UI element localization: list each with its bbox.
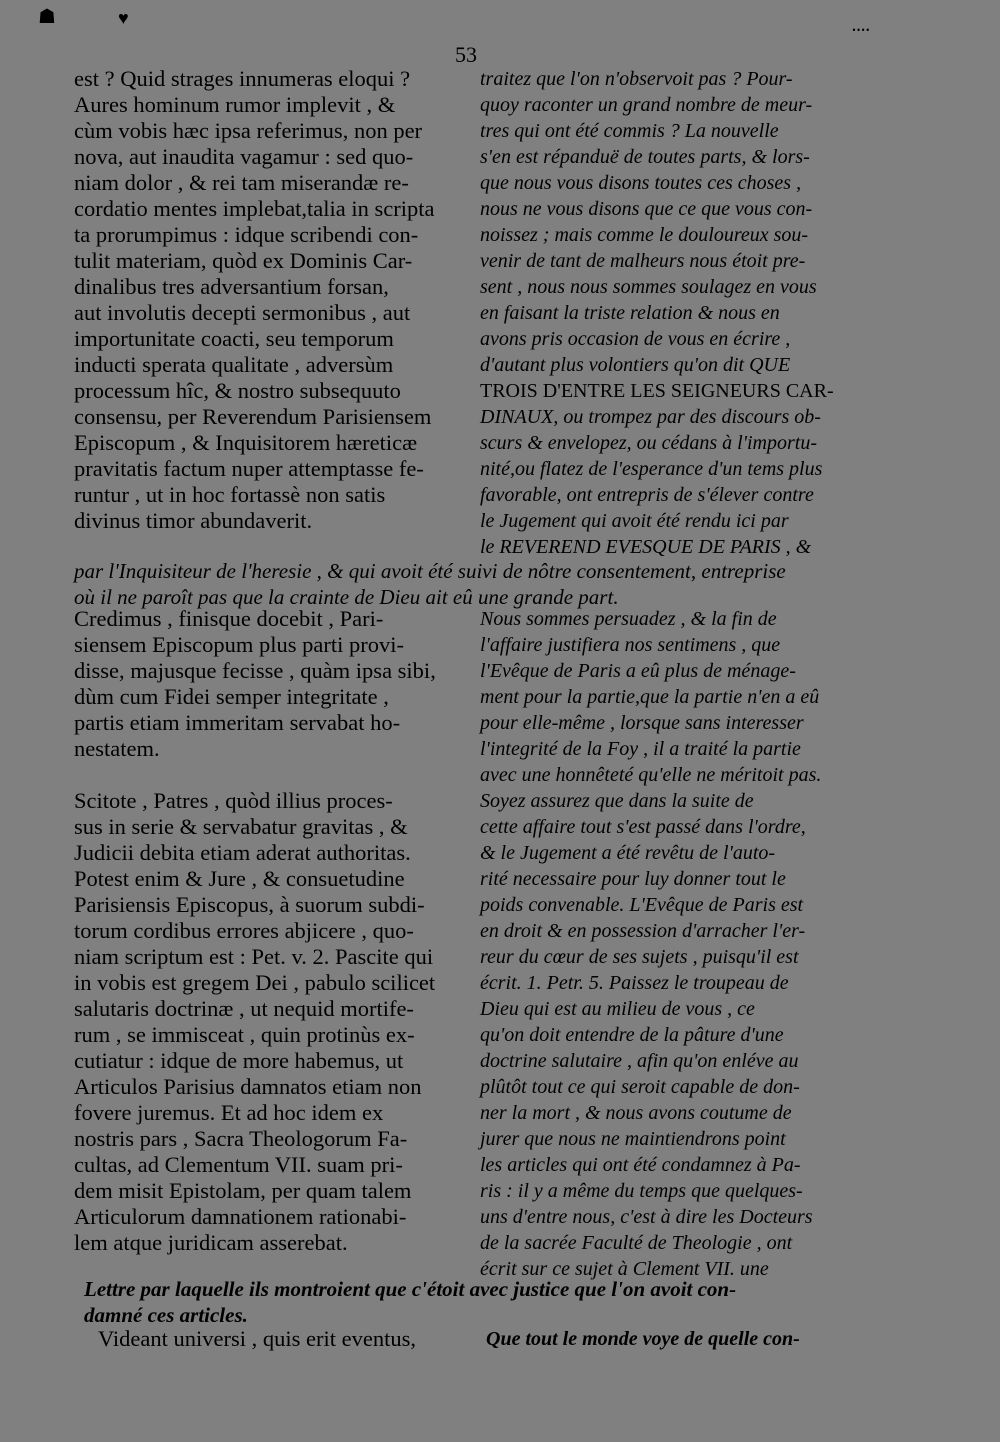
text-line: avons pris occasion de vous en écrire ,: [480, 328, 791, 350]
text-line: écrit sur ce sujet à Clement VII. une: [480, 1258, 769, 1280]
text-line: Articulorum damnationem rationabi-: [74, 1204, 407, 1229]
text-line: Dieu qui est au milieu de vous , ce: [480, 998, 755, 1020]
text-line: cordatio mentes implebat,talia in scripta: [74, 196, 435, 221]
text-line: dinalibus tres adversantium forsan,: [74, 274, 389, 299]
text-line: venir de tant de malheurs nous étoit pre-: [480, 250, 806, 272]
text-line: Parisiensis Episcopus, à suorum subdi-: [74, 892, 425, 917]
text-line: partis etiam immeritam servabat ho-: [74, 710, 401, 735]
latin-last-line: [98, 1326, 486, 1352]
text-line: ta prorumpimus : idque scribendi con-: [74, 222, 419, 247]
text-line: TROIS D'ENTRE LES SEIGNEURS CAR-: [480, 380, 834, 402]
french-last-line: [486, 1326, 870, 1352]
text-line: Nous sommes persuadez , & la fin de: [480, 608, 777, 630]
text-line: le REVEREND EVESQUE DE PARIS , &: [480, 536, 812, 558]
text-line: Credimus , finisque docebit , Pari-: [74, 606, 384, 631]
text-line: plûtôt tout ce qui seroit capable de don-: [480, 1076, 800, 1098]
text-line: l'Evêque de Paris a eû plus de ménage-: [480, 660, 796, 682]
text-line: pour elle-même , lorsque sans interesser: [480, 712, 804, 734]
text-line: salutaris doctrinæ , ut nequid mortife-: [74, 996, 414, 1021]
text-line: ris : il y a même du temps que quelques-: [480, 1180, 803, 1202]
text-line: cutiatur : idque de more habemus, ut: [74, 1048, 404, 1073]
text-line: runtur , ut in hoc fortassè non satis: [74, 482, 386, 507]
text-line: de la sacrée Faculté de Theologie , ont: [480, 1232, 793, 1254]
text-line: in vobis est gregem Dei , pabulo scilicet: [74, 970, 436, 995]
text-line: [74, 762, 462, 788]
french-column-top: [480, 66, 864, 560]
text-line: nestatem.: [74, 736, 160, 761]
text-line: en faisant la triste relation & nous en: [480, 302, 780, 324]
text-line: nous ne vous disons que ce que vous con-: [480, 198, 813, 220]
corner-mark-heart: ♥: [118, 8, 129, 28]
text-line: importunitate coacti, seu temporum: [74, 326, 394, 351]
text-line: ment pour la partie,que la partie n'en a eû: [480, 686, 820, 708]
text-line: cultas, ad Clementum VII. suam pri-: [74, 1152, 403, 1177]
text-line: doctrine salutaire , afin qu'on enléve au: [480, 1050, 799, 1072]
text-line: les articles qui ont été condamnez à Pa-: [480, 1154, 801, 1176]
text-line: nova, aut inaudita vagamur : sed quo-: [74, 144, 414, 169]
text-line: Soyez assurez que dans la suite de: [480, 790, 754, 812]
text-line: Scitote , Patres , quòd illius proces-: [74, 788, 393, 813]
text-line: inducti sperata qualitate , adversùm: [74, 352, 394, 377]
latin-column-top: [74, 66, 462, 534]
text-line: favorable, ont entrepris de s'élever contre: [480, 484, 814, 506]
text-line: rité necessaire pour luy donner tout le: [480, 868, 786, 890]
latin-column-mid: [74, 606, 462, 1256]
text-line: scurs & envelopez, ou cédans à l'importu-: [480, 432, 818, 454]
text-line: divinus timor abundaverit.: [74, 508, 313, 533]
text-line: disse, majusque fecisse , quàm ipsa sibi,: [74, 658, 436, 683]
text-line: siensem Episcopum plus parti provi-: [74, 632, 404, 657]
text-line: qu'on doit entendre de la pâture d'une: [480, 1024, 784, 1046]
text-line: rum , se immisceat , quin protinùs ex-: [74, 1022, 415, 1047]
text-line: traitez que l'on n'observoit pas ? Pour-: [480, 68, 793, 90]
text-line: sus in serie & servabatur gravitas , &: [74, 814, 408, 839]
text-line: quoy raconter un grand nombre de meur-: [480, 94, 813, 116]
text-line: tres qui ont été commis ? La nouvelle: [480, 120, 779, 142]
text-line: cette affaire tout s'est passé dans l'ordre,: [480, 816, 806, 838]
text-line: niam dolor , & rei tam miserandæ re-: [74, 170, 409, 195]
corner-mark-right: ᠁: [848, 21, 869, 41]
text-line: Videant universi , quis erit eventus,: [98, 1326, 416, 1351]
text-line: fovere juremus. Et ad hoc idem ex: [74, 1100, 384, 1125]
text-line: que nous vous disons toutes ces choses ,: [480, 172, 802, 194]
french-column-mid: [480, 606, 864, 1282]
text-line: lem atque juridicam asserebat.: [74, 1230, 348, 1255]
text-line: Articulos Parisius damnatos etiam non: [74, 1074, 422, 1099]
text-line: cùm vobis hæc ipsa referimus, non per: [74, 118, 423, 143]
text-line: Episcopum , & Inquisitorem hæreticæ: [74, 430, 418, 455]
text-line: pravitatis factum nuper attemptasse fe-: [74, 456, 424, 481]
text-line: ner la mort , & nous avons coutume de: [480, 1102, 792, 1124]
corner-mark-left: ☗: [38, 6, 56, 28]
text-line: jurer que nous ne maintiendrons point: [480, 1128, 786, 1150]
text-line: où il ne paroît pas que la crainte de Dieu ait eû une grande part.: [74, 585, 619, 609]
french-wide-continuation: [74, 558, 874, 610]
text-line: sent , nous nous sommes soulagez en vous: [480, 276, 817, 298]
text-line: l'integrité de la Foy , il a traité la partie: [480, 738, 801, 760]
text-line: s'en est répanduë de toutes parts, & lors-: [480, 146, 810, 168]
text-line: niam scriptum est : Pet. v. 2. Pascite qui: [74, 944, 434, 969]
text-line: en droit & en possession d'arracher l'er-: [480, 920, 806, 942]
text-line: avec une honnêteté qu'elle ne méritoit pas.: [480, 764, 822, 786]
text-line: Aures hominum rumor implevit , &: [74, 92, 396, 117]
text-line: par l'Inquisiteur de l'heresie , & qui avoit été suivi de nôtre consentement, entreprise: [74, 559, 786, 583]
text-line: dùm cum Fidei semper integritate ,: [74, 684, 389, 709]
text-line: dem misit Epistolam, per quam talem: [74, 1178, 412, 1203]
text-line: reur du cœur de ses sujets , puisqu'il est: [480, 946, 799, 968]
text-line: processum hîc, & nostro subsequuto: [74, 378, 401, 403]
text-line: Judicii debita etiam aderat authoritas.: [74, 840, 411, 865]
text-line: poids convenable. L'Evêque de Paris est: [480, 894, 804, 916]
text-line: damné ces articles.: [84, 1303, 248, 1327]
text-line: consensu, per Reverendum Parisiensem: [74, 404, 432, 429]
text-line: & le Jugement a été revêtu de l'auto-: [480, 842, 776, 864]
text-line: Que tout le monde voye de quelle con-: [486, 1328, 800, 1350]
text-line: uns d'entre nous, c'est à dire les Docteurs: [480, 1206, 813, 1228]
text-line: tulit materiam, quòd ex Dominis Car-: [74, 248, 413, 273]
text-line: le Jugement qui avoit été rendu ici par: [480, 510, 789, 532]
text-line: Potest enim & Jure , & consuetudine: [74, 866, 405, 891]
text-line: nité,ou flatez de l'esperance d'un tems plus: [480, 458, 823, 480]
text-line: l'affaire justifiera nos sentimens , que: [480, 634, 781, 656]
page-number: 53: [455, 42, 477, 67]
text-line: Lettre par laquelle ils montroient que c'étoit avec justice que l'on avoit con-: [84, 1277, 737, 1301]
text-line: écrit. 1. Petr. 5. Paissez le troupeau de: [480, 972, 789, 994]
text-line: nostris pars , Sacra Theologorum Fa-: [74, 1126, 408, 1151]
text-line: aut involutis decepti sermonibus , aut: [74, 300, 411, 325]
text-line: est ? Quid strages innumeras eloqui ?: [74, 66, 411, 91]
french-bottom-note: [84, 1276, 864, 1328]
text-line: DINAUX, ou trompez par des discours ob-: [480, 406, 821, 428]
text-line: torum cordibus errores abjicere , quo-: [74, 918, 414, 943]
text-line: d'autant plus volontiers qu'on dit QUE: [480, 354, 791, 376]
text-line: noissez ; mais comme le douloureux sou-: [480, 224, 809, 246]
